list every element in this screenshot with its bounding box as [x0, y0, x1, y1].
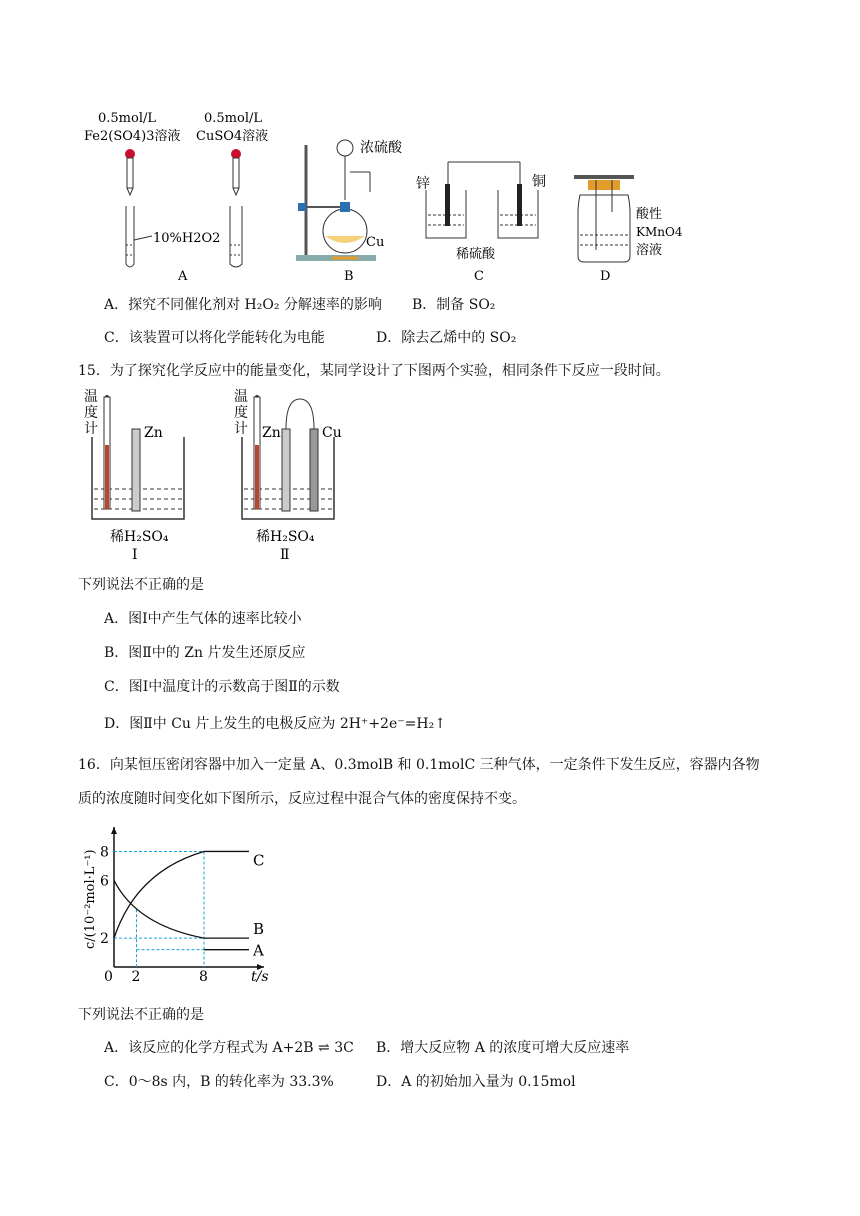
fig1-thermo-2: 度 — [84, 405, 98, 421]
figc-right: 铜 — [532, 174, 546, 190]
series-label-B: B — [253, 920, 265, 939]
origin-label: 0 — [104, 969, 113, 985]
figa-tube-label: 10%H2O2 — [153, 231, 221, 246]
figure-b — [296, 140, 403, 284]
q15-option-c[interactable]: C．图Ⅰ中温度计的示数高于图Ⅱ的示数 — [104, 679, 340, 695]
figc-left: 锌 — [416, 176, 430, 192]
figa-drop1-sol: Fe2(SO4)3溶液 — [84, 129, 181, 144]
q14-figures — [70, 100, 710, 290]
figb-caption: B — [344, 269, 354, 284]
series-line-C — [114, 851, 249, 938]
x-tick-label: 2 — [131, 969, 141, 985]
y-axis-label: c/(10⁻²mol·L⁻¹) — [83, 849, 98, 949]
q16-option-b[interactable]: B．增大反应物 A 的浓度可增大反应速率 — [376, 1040, 630, 1056]
q15-option-a[interactable]: A．图Ⅰ中产生气体的速率比较小 — [104, 611, 302, 627]
series-label-C: C — [253, 851, 265, 870]
figb-metal: Cu — [366, 235, 385, 250]
series-line-B — [114, 880, 249, 938]
x-tick-label: 8 — [199, 969, 208, 985]
q15-option-d[interactable]: D．图Ⅱ中 Cu 片上发生的电极反应为 2H⁺+2e⁻=H₂↑ — [104, 716, 446, 732]
q14-option-a[interactable]: A．探究不同催化剂对 H₂O₂ 分解速率的影响 — [104, 297, 382, 313]
fig2-thermo-1: 温 — [234, 389, 248, 405]
fig2-metal2: Cu — [322, 425, 342, 441]
fig2-caption: Ⅱ — [280, 547, 290, 563]
series-label-A: A — [253, 941, 264, 960]
y-tick-label: 2 — [100, 931, 109, 948]
figa-drop1-conc: 0.5mol/L — [98, 111, 156, 126]
q16-stem-line2: 质的浓度随时间变化如下图所示，反应过程中混合气体的密度保持不变。 — [78, 791, 526, 807]
fig1-caption: Ⅰ — [132, 547, 138, 563]
q15-option-b[interactable]: B．图Ⅱ中的 Zn 片发生还原反应 — [104, 645, 306, 661]
q14-option-b[interactable]: B．制备 SO₂ — [412, 297, 496, 313]
figd-caption: D — [600, 269, 611, 284]
q16-option-a[interactable]: A．该反应的化学方程式为 A+2B ⇌ 3C — [104, 1040, 354, 1056]
q15-figures — [80, 385, 360, 565]
q14-option-c[interactable]: C．该装置可以将化学能转化为电能 — [104, 330, 325, 346]
fig2-thermo-3: 计 — [234, 421, 248, 437]
figa-drop2-sol: CuSO4溶液 — [196, 129, 269, 144]
figc-caption: C — [474, 269, 484, 284]
concentration-chart — [72, 822, 282, 987]
fig1-acid: 稀H₂SO₄ — [110, 529, 169, 545]
y-axis-arrow — [111, 827, 117, 834]
x-axis-label: t/s — [251, 969, 269, 985]
figd-reagent1: 酸性 — [636, 207, 663, 222]
q16-option-d[interactable]: D．A 的初始加入量为 0.15mol — [376, 1074, 576, 1090]
figb-acid: 浓硫酸 — [360, 140, 402, 156]
fig1-thermo-3: 计 — [84, 421, 98, 437]
figure-a — [84, 111, 268, 284]
figure-d — [574, 175, 683, 284]
figa-drop2-conc: 0.5mol/L — [204, 111, 262, 126]
q14-option-d[interactable]: D．除去乙烯中的 SO₂ — [376, 330, 517, 346]
q16-option-c[interactable]: C．0～8s 内，B 的转化率为 33.3% — [104, 1074, 334, 1090]
figd-reagent3: 溶液 — [636, 243, 663, 258]
figure-ii — [234, 389, 342, 563]
q15-prompt: 下列说法不正确的是 — [78, 577, 204, 593]
fig2-acid: 稀H₂SO₄ — [256, 529, 315, 545]
y-tick-label: 6 — [100, 873, 109, 890]
figd-reagent2: KMnO4 — [636, 225, 683, 239]
q16-stem-line1: 16．向某恒压密闭容器中加入一定量 A、0.3molB 和 0.1molC 三种气体，一定条件下发生反应，容器内各物 — [78, 757, 760, 773]
y-tick-label: 8 — [100, 844, 109, 861]
q16-prompt: 下列说法不正确的是 — [78, 1007, 204, 1023]
q15-stem: 15．为了探究化学反应中的能量变化，某同学设计了下图两个实验，相同条件下反应一段时间。 — [78, 363, 670, 379]
figure-c — [416, 162, 546, 284]
fig1-metal: Zn — [144, 425, 163, 441]
figure-i — [84, 389, 184, 563]
fig2-metal1: Zn — [262, 425, 281, 441]
fig1-thermo-1: 温 — [84, 389, 98, 405]
fig2-thermo-2: 度 — [234, 405, 248, 421]
figc-acid: 稀硫酸 — [456, 247, 496, 262]
figa-caption: A — [178, 269, 188, 284]
